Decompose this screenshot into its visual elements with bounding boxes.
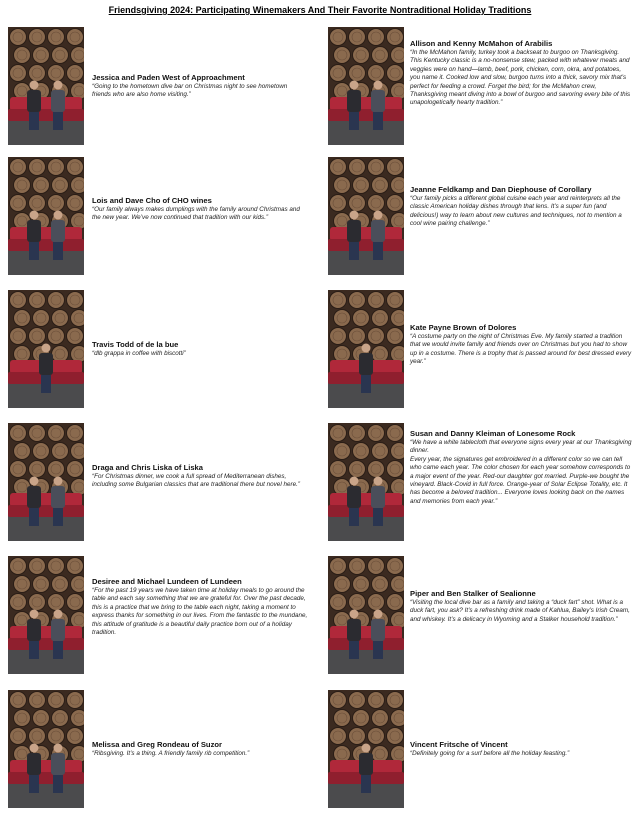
winemaker-photo — [8, 290, 84, 408]
winemaker-quote: “Definitely going for a surf before all the holiday feasting.” — [410, 750, 570, 757]
winemaker-name: Allison and Kenny McMahon of Arabilis — [410, 39, 553, 48]
photo-illustration — [8, 423, 84, 541]
entry-arabilis — [328, 27, 633, 147]
winemaker-photo — [8, 423, 84, 541]
entry-lundeen — [8, 556, 318, 676]
entry-de-la-bue — [8, 290, 308, 410]
photo-illustration — [8, 27, 84, 145]
entry-dolores — [328, 290, 633, 410]
winemaker-name: Jessica and Paden West of Approachment — [92, 73, 245, 82]
winemaker-photo — [8, 157, 84, 275]
photo-illustration — [328, 157, 404, 275]
winemaker-name: Kate Payne Brown of Dolores — [410, 323, 517, 332]
winemaker-quote: “Our family picks a different global cuisine each year and reinterprets all the classic American holiday dishes through that lens. It’s a super fun (and delicious!) way to learn about new cultures and techniques, not to mention a cool wine pairing challenge.” — [410, 195, 622, 228]
entry-liska — [8, 423, 308, 543]
photo-illustration — [328, 290, 404, 408]
winemaker-name: Piper and Ben Stalker of Sealionne — [410, 589, 536, 598]
winemaker-quote: “Going to the hometown dive bar on Christmas night to see hometown friends who are also home visiting.” — [92, 83, 288, 99]
photo-illustration — [328, 556, 404, 674]
entry-cho — [8, 157, 308, 277]
winemaker-quote: “For Christmas dinner, we cook a full spread of Mediterranean dishes, including some Bulgarian classics that are traditional there but novel here.” — [92, 473, 300, 489]
winemaker-quote: “For the past 19 years we have taken time at holiday meals to go around the table and each say something that we are grateful for. Over the past decade, this is a practice that we bring to the table each night, taking a moment to express thanks for something in our lives. From the fantastic to the mundane, this attitude of gratitude is a beautiful daily practice born out of a holiday tradition. — [92, 587, 308, 637]
entry-sealionne — [328, 556, 633, 676]
winemaker-quote: “Visiting the local dive bar as a family and taking a “duck fart” shot. What is a duck fart, you ask? It’s a refreshing drink made of Kahlua, Bailey’s Irish Cream, and whiskey. It’s a delicacy in Wyoming and a Stalker household tradition.” — [410, 599, 630, 623]
entry-approachment — [8, 27, 308, 147]
winemaker-name: Vincent Fritsche of Vincent — [410, 740, 508, 749]
winemaker-name: Susan and Danny Kleiman of Lonesome Rock — [410, 429, 576, 438]
photo-illustration — [8, 690, 84, 808]
entry-suzor — [8, 690, 308, 810]
winemaker-quote: “Ribsgiving. It’s a thing. A friendly family rib competition.” — [92, 750, 250, 757]
winemaker-photo — [328, 423, 404, 541]
photo-illustration — [8, 157, 84, 275]
winemaker-name: Travis Todd of de la bue — [92, 340, 179, 349]
winemaker-photo — [8, 556, 84, 674]
winemaker-quote: “We have a white tablecloth that everyone signs every year at our Thanksgiving dinner. Every year, the signatures get embroidered in a different color so we can tell who came each year. The color chosen for each year somehow corresponds to a major event of the year. Red-our daughter got married. Purple-we bought the vineyard. Black-Covid in full force. Orange-year of Solar Eclipse Totality, etc. It has become a beloved tradition... Everyone loves looking back on the names and memories from each year.” — [410, 439, 632, 505]
winemaker-name: Melissa and Greg Rondeau of Suzor — [92, 740, 222, 749]
page-title: Friendsgiving 2024: Participating Winemakers And Their Favorite Nontraditional Holiday Traditions — [108, 5, 532, 15]
entry-corollary — [328, 157, 633, 277]
entry-lonesome-rock — [328, 423, 633, 543]
winemaker-name: Lois and Dave Cho of CHO wines — [92, 196, 212, 205]
photo-illustration — [8, 290, 84, 408]
entry-vincent — [328, 690, 633, 810]
winemaker-photo — [328, 556, 404, 674]
winemaker-quote: “Our family always makes dumplings with the family around Christmas and the new year. We’ve now continued that tradition with our kids.” — [92, 206, 300, 222]
photo-illustration — [328, 423, 404, 541]
winemaker-photo — [328, 27, 404, 145]
photo-illustration — [328, 27, 404, 145]
winemaker-photo — [8, 27, 84, 145]
photo-illustration — [8, 556, 84, 674]
winemaker-photo — [8, 690, 84, 808]
winemaker-quote: “In the McMahon family, turkey took a backseat to burgoo on Thanksgiving. This Kentucky classic is a no-nonsense stew, packed with whatever meats and veggies were on hand—lamb, beef, pork, chicken, corn, okra, and potatoes, you name it. Cooked low and slow, burgoo turns into a thick, savory mix that’s perfect for feeding a crowd. Forget the bird; for the McMahon crew, Thanksgiving meant diving into a bowl of burgoo and savoring every bite of this unapologetically hearty tradition.” — [410, 49, 631, 107]
winemaker-name: Jeanne Feldkamp and Dan Diephouse of Corollary — [410, 185, 592, 194]
photo-illustration — [328, 690, 404, 808]
winemaker-photo — [328, 690, 404, 808]
winemaker-name: Desiree and Michael Lundeen of Lundeen — [92, 577, 242, 586]
winemaker-photo — [328, 290, 404, 408]
winemaker-name: Draga and Chris Liska of Liska — [92, 463, 203, 472]
winemaker-quote: “dlb grappa in coffee with biscotti” — [92, 350, 186, 357]
winemaker-quote: “A costume party on the night of Christmas Eve. My family started a tradition that we would invite family and friends over on Christmas but you had to show up in a costume. There is a trophy that is passed around for best dressed every year.” — [410, 333, 632, 366]
winemaker-photo — [328, 157, 404, 275]
